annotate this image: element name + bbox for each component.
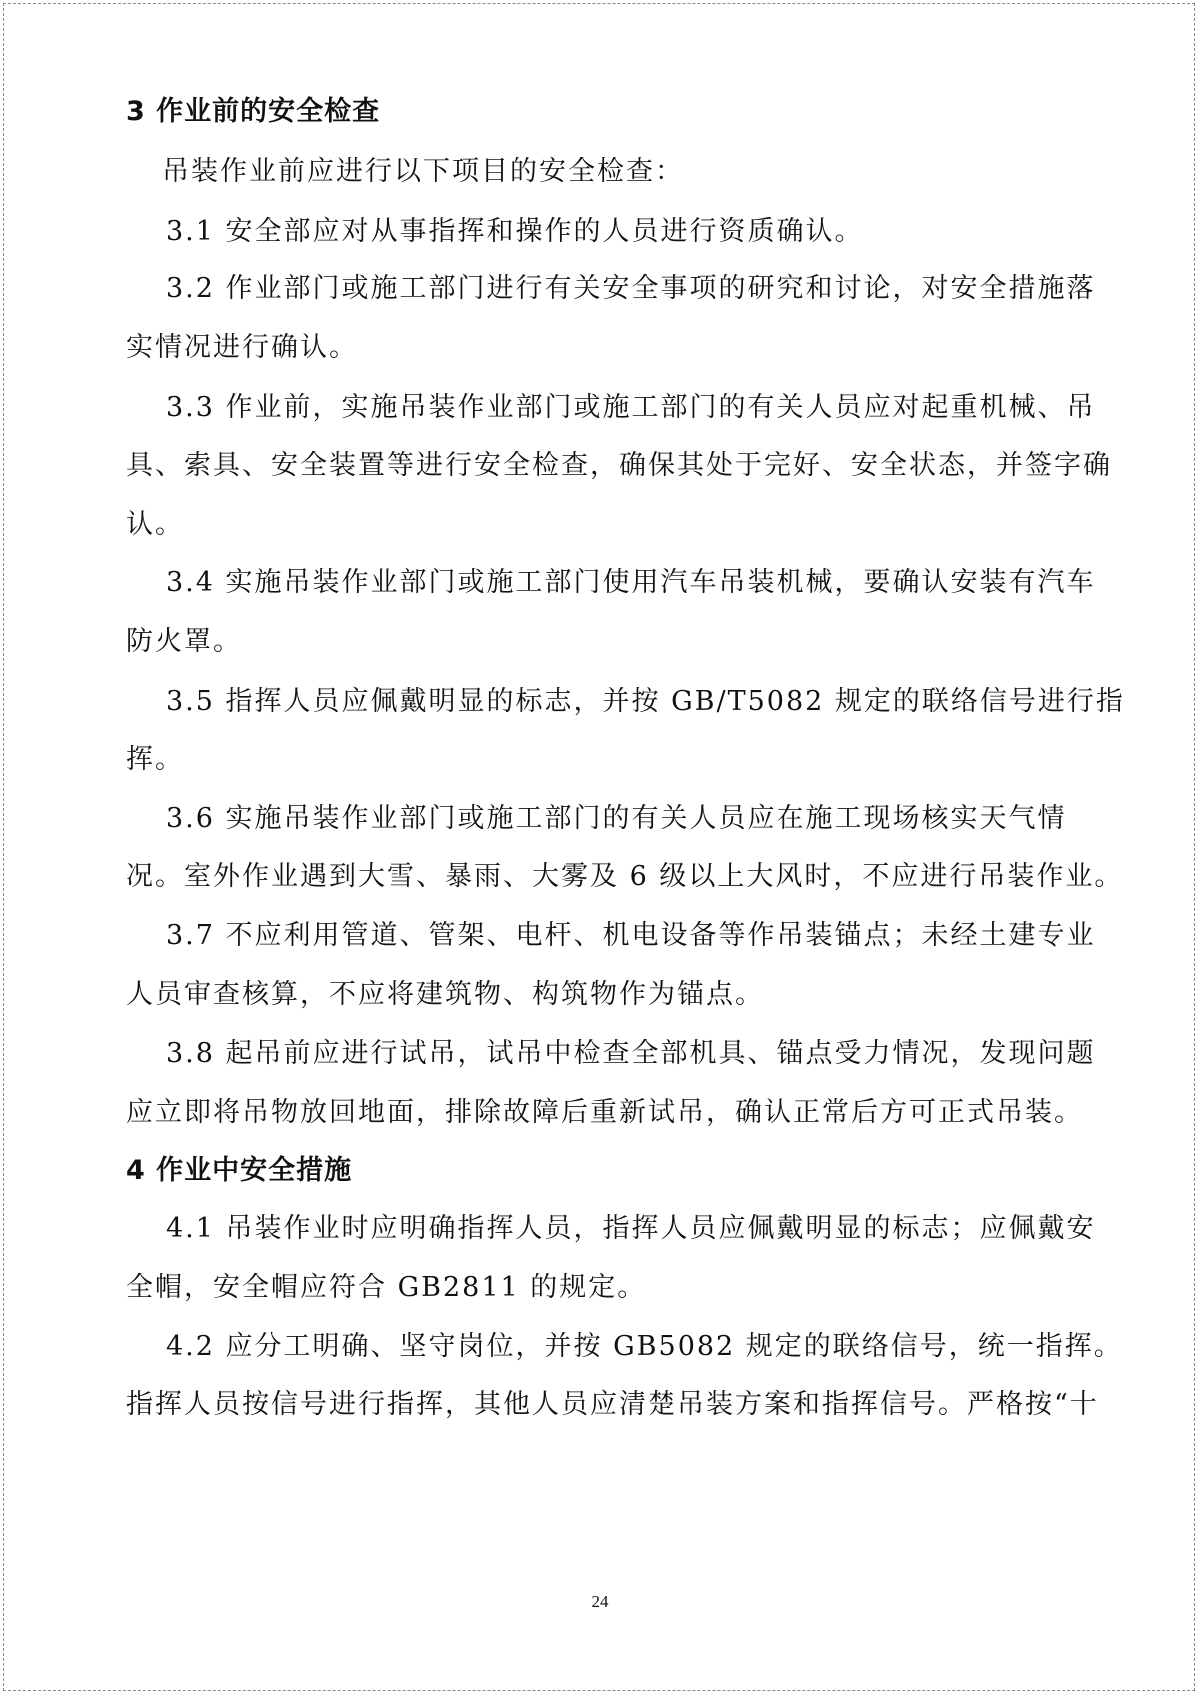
paragraph-line: 指挥人员按信号进行指挥，其他人员应清楚吊装方案和指挥信号。严格按“十 — [126, 1389, 1099, 1420]
paragraph-line: 况。室外作业遇到大雪、暴雨、大雾及 6 级以上大风时，不应进行吊装作业。 — [126, 861, 1124, 892]
paragraph-line: 4.2 应分工明确、坚守岗位，并按 GB5082 规定的联络信号，统一指挥。 — [166, 1331, 1123, 1362]
paragraph-line: 3.5 指挥人员应佩戴明显的标志，并按 GB/T5082 规定的联络信号进行指 — [166, 686, 1125, 717]
paragraph-line: 4.1 吊装作业时应明确指挥人员，指挥人员应佩戴明显的标志；应佩戴安 — [166, 1213, 1096, 1244]
paragraph-line: 挥。 — [126, 744, 184, 775]
paragraph-line: 3.8 起吊前应进行试吊，试吊中检查全部机具、锚点受力情况，发现问题 — [166, 1038, 1096, 1069]
page-number: 24 — [591, 1592, 609, 1611]
paragraph-line: 3.7 不应利用管道、管架、电杆、机电设备等作吊装锚点；未经土建专业 — [166, 920, 1096, 951]
paragraph-line: 3.6 实施吊装作业部门或施工部门的有关人员应在施工现场核实天气情 — [166, 803, 1067, 834]
paragraph-line: 3.1 安全部应对从事指挥和操作的人员进行资质确认。 — [166, 216, 864, 247]
paragraph-line: 吊装作业前应进行以下项目的安全检查： — [162, 156, 684, 187]
paragraph-line: 实情况进行确认。 — [126, 332, 358, 363]
paragraph-line: 具、索具、安全装置等进行安全检查，确保其处于完好、安全状态，并签字确 — [126, 450, 1112, 481]
page-border — [3, 3, 1195, 1691]
paragraph-line: 应立即将吊物放回地面，排除故障后重新试吊，确认正常后方可正式吊装。 — [126, 1097, 1083, 1128]
paragraph-line: 3.3 作业前，实施吊装作业部门或施工部门的有关人员应对起重机械、吊 — [166, 392, 1096, 423]
section-heading: 3 作业前的安全检查 — [126, 96, 381, 127]
paragraph-line: 认。 — [126, 509, 184, 540]
section-heading: 4 作业中安全措施 — [126, 1155, 353, 1186]
paragraph-line: 全帽，安全帽应符合 GB2811 的规定。 — [126, 1272, 647, 1303]
paragraph-line: 防火罩。 — [126, 626, 242, 657]
paragraph-line: 3.4 实施吊装作业部门或施工部门使用汽车吊装机械，要确认安装有汽车 — [166, 567, 1096, 598]
paragraph-line: 3.2 作业部门或施工部门进行有关安全事项的研究和讨论，对安全措施落 — [166, 273, 1096, 304]
paragraph-line: 人员审查核算，不应将建筑物、构筑物作为锚点。 — [126, 979, 764, 1010]
